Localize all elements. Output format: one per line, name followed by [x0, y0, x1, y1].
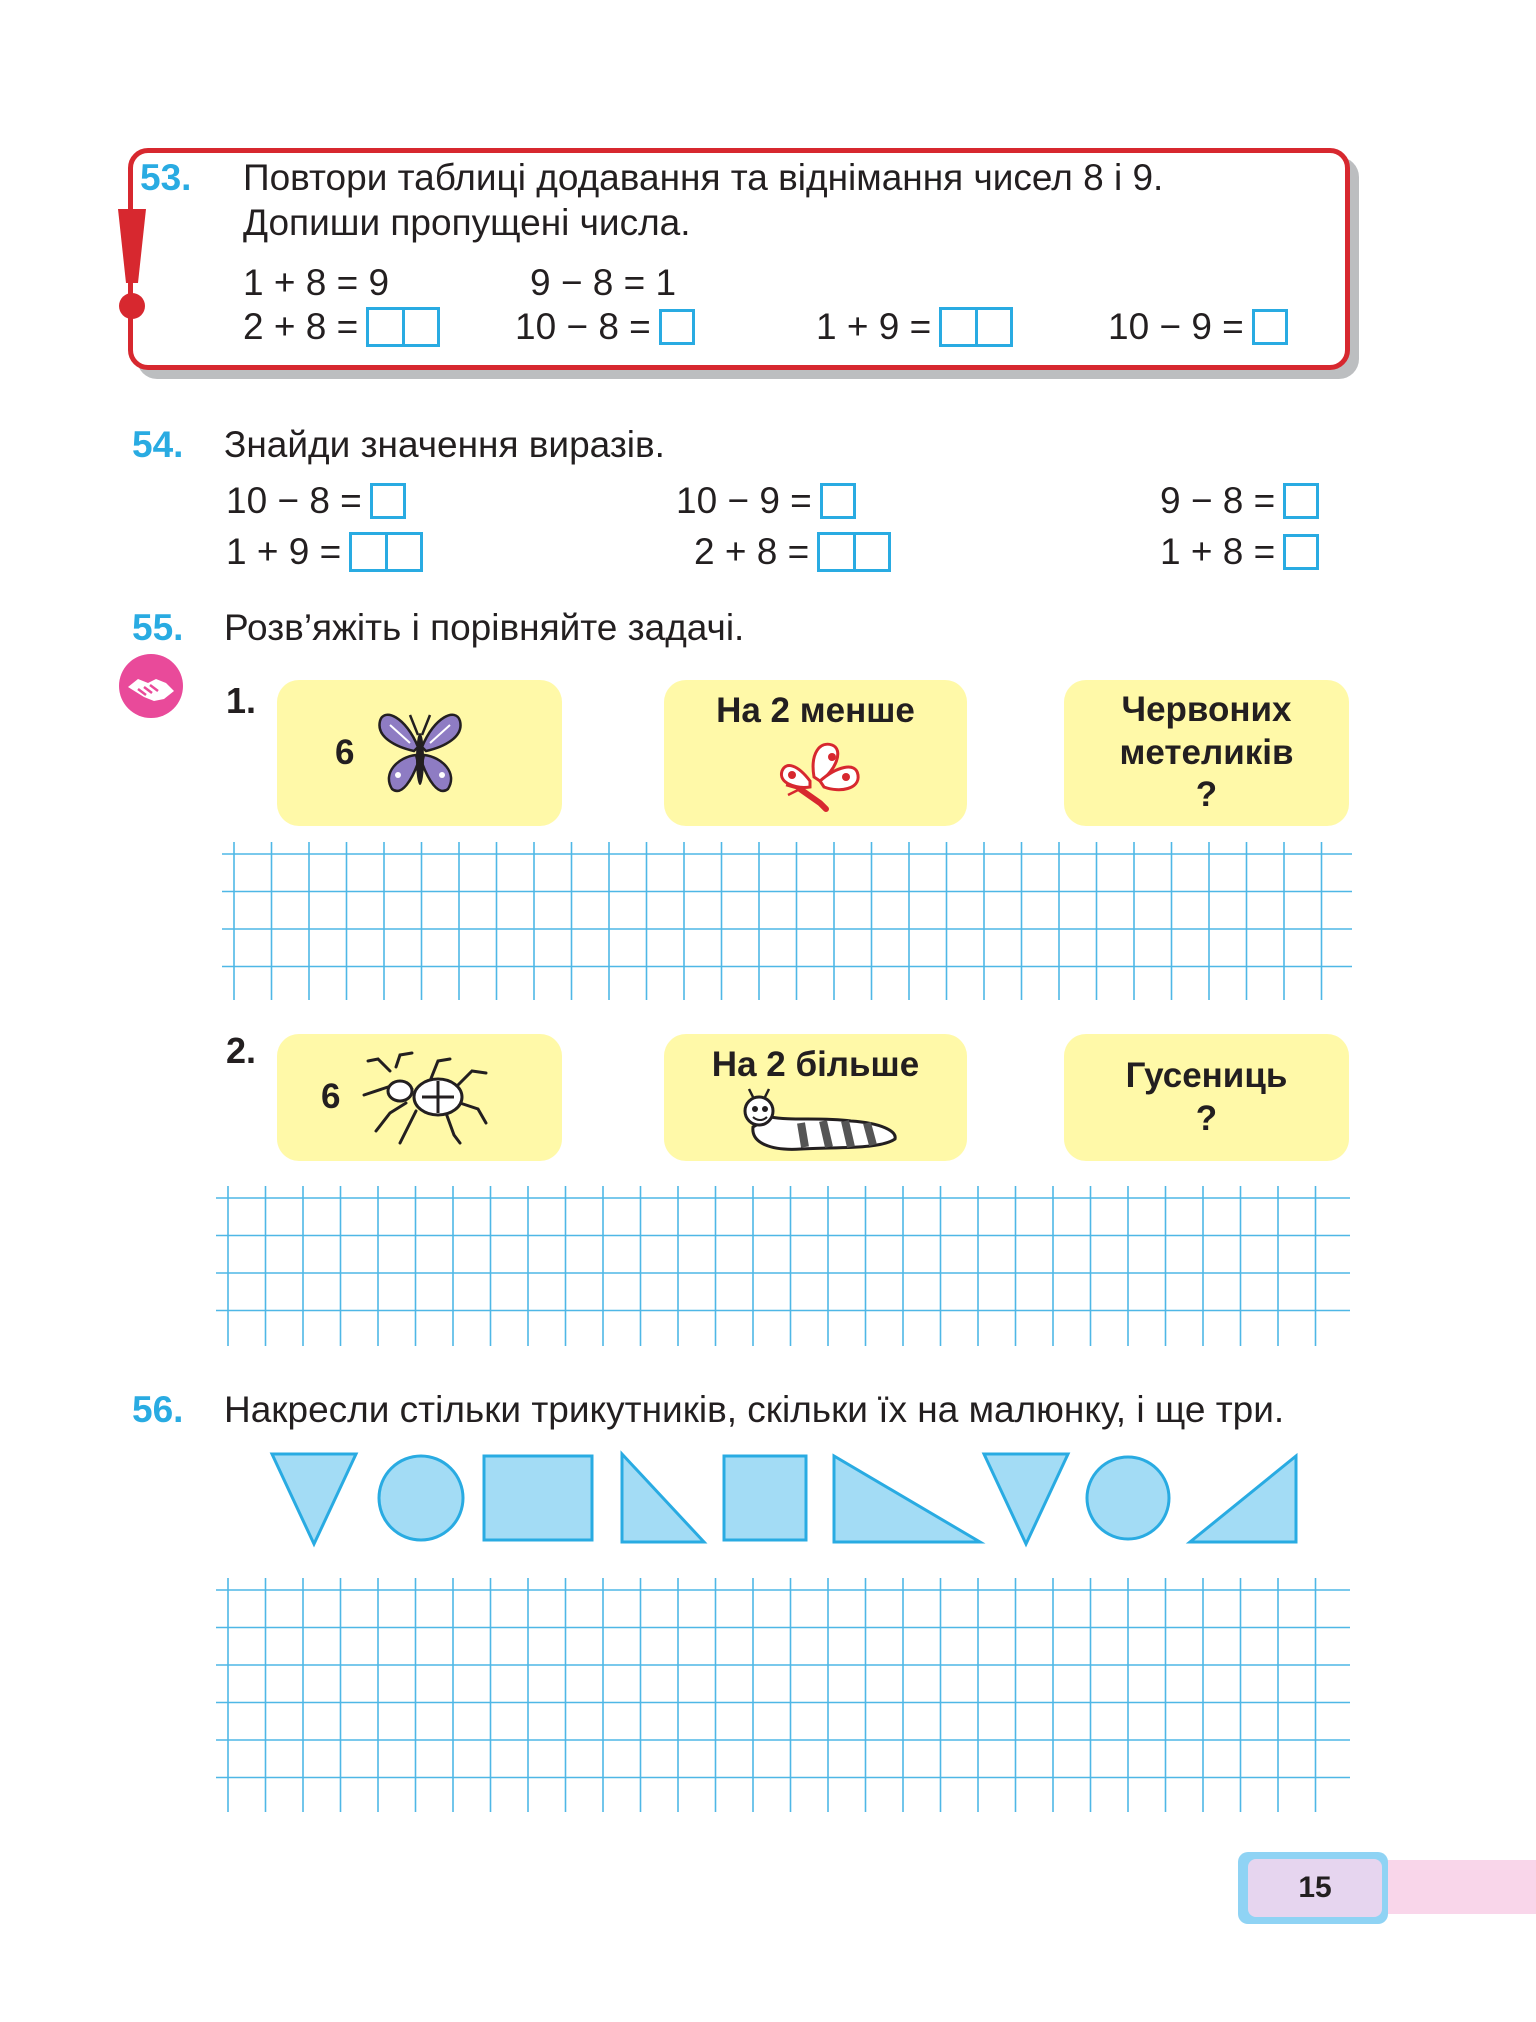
problem2-question-mark: ?	[1195, 1098, 1218, 1138]
task54-title: Знайди значення виразів.	[224, 424, 665, 465]
problem1-comparison-text: На 2 менше	[716, 691, 915, 730]
shapes-row	[262, 1450, 1302, 1552]
answer-grid-problem1[interactable]	[222, 842, 1352, 1000]
task54-expr-r2c3: 1 + 8 =	[1160, 531, 1319, 573]
problem2-question-line1: Гусениць	[1125, 1055, 1288, 1095]
problem1-label: 1.	[226, 680, 257, 721]
answer-box-double[interactable]	[349, 532, 423, 572]
task53-question1: 2 + 8 =	[243, 306, 440, 348]
answer-box[interactable]	[1252, 309, 1288, 345]
problem1-card-question	[1064, 680, 1349, 826]
problem1-question-mark: ?	[1195, 775, 1218, 815]
task53-question2: 10 − 8 =	[515, 306, 695, 348]
task54-expr-r1c3: 9 − 8 =	[1160, 480, 1319, 522]
task53-line1: Повтори таблиці додавання та віднімання чисел 8 і 9.	[243, 157, 1164, 198]
task53-question3: 1 + 9 =	[816, 306, 1013, 348]
problem2-card-quantity	[277, 1034, 562, 1161]
task56-title: Накресли стільки трикутників, скільки їх на малюнку, і ще три.	[224, 1389, 1285, 1430]
task53-question4: 10 − 9 =	[1108, 306, 1288, 348]
shape-square	[724, 1456, 806, 1540]
shape-rectangle	[484, 1456, 592, 1540]
answer-box[interactable]	[820, 483, 856, 519]
task53-line2: Допиши пропущені числа.	[243, 202, 691, 243]
answer-box-double[interactable]	[817, 532, 891, 572]
task54-expr-r1c2: 10 − 9 =	[676, 480, 856, 522]
problem2-card-question	[1064, 1034, 1349, 1161]
butterfly-icon	[376, 707, 464, 799]
task54-expr-r2c1: 1 + 9 =	[226, 531, 423, 573]
task56-number: 56.	[132, 1389, 184, 1430]
problem1-card-comparison	[664, 680, 967, 826]
answer-box[interactable]	[1283, 534, 1319, 570]
page-number-badge	[1238, 1852, 1536, 1924]
answer-box-double[interactable]	[366, 307, 440, 347]
answer-box-double[interactable]	[939, 307, 1013, 347]
problem1-quantity: 6	[335, 732, 355, 772]
problem1-card-quantity	[277, 680, 562, 826]
answer-box[interactable]	[370, 483, 406, 519]
problem2-quantity: 6	[321, 1077, 341, 1117]
shape-triangle	[622, 1454, 704, 1542]
task54-number: 54.	[132, 424, 184, 465]
problem2-card-comparison	[664, 1034, 967, 1161]
answer-box[interactable]	[1283, 483, 1319, 519]
caterpillar-icon	[731, 1087, 901, 1157]
page-number: 15	[1248, 1859, 1382, 1917]
answer-grid-task56[interactable]	[216, 1578, 1350, 1812]
task55-number: 55.	[132, 607, 184, 648]
shape-triangle	[1190, 1456, 1296, 1542]
shape-triangle	[984, 1454, 1068, 1544]
answer-grid-problem2[interactable]	[216, 1186, 1350, 1346]
problem2-label: 2.	[226, 1030, 257, 1071]
red-butterfly-icon	[770, 737, 862, 817]
answer-box[interactable]	[659, 309, 695, 345]
task54-expr-r2c2: 2 + 8 =	[694, 531, 891, 573]
shape-circle	[1087, 1457, 1169, 1539]
task55-title: Розв’яжіть і порівняйте задачі.	[224, 607, 745, 648]
problem1-question-line1: Червоних	[1121, 689, 1292, 729]
task53-number: 53.	[140, 157, 192, 198]
task54-expr-r1c1: 10 − 8 =	[226, 480, 406, 522]
task53-example1: 1 + 8 = 9	[243, 262, 390, 303]
shape-triangle	[834, 1456, 980, 1542]
shape-triangle	[272, 1454, 356, 1544]
problem2-comparison-text: На 2 більше	[711, 1045, 920, 1084]
handshake-icon	[118, 653, 184, 719]
problem1-question-line2: метеликів	[1119, 732, 1294, 772]
exclamation-icon	[112, 205, 152, 325]
shape-circle	[379, 1456, 463, 1540]
bug-icon	[360, 1051, 490, 1145]
task53-example2: 9 − 8 = 1	[530, 262, 677, 303]
